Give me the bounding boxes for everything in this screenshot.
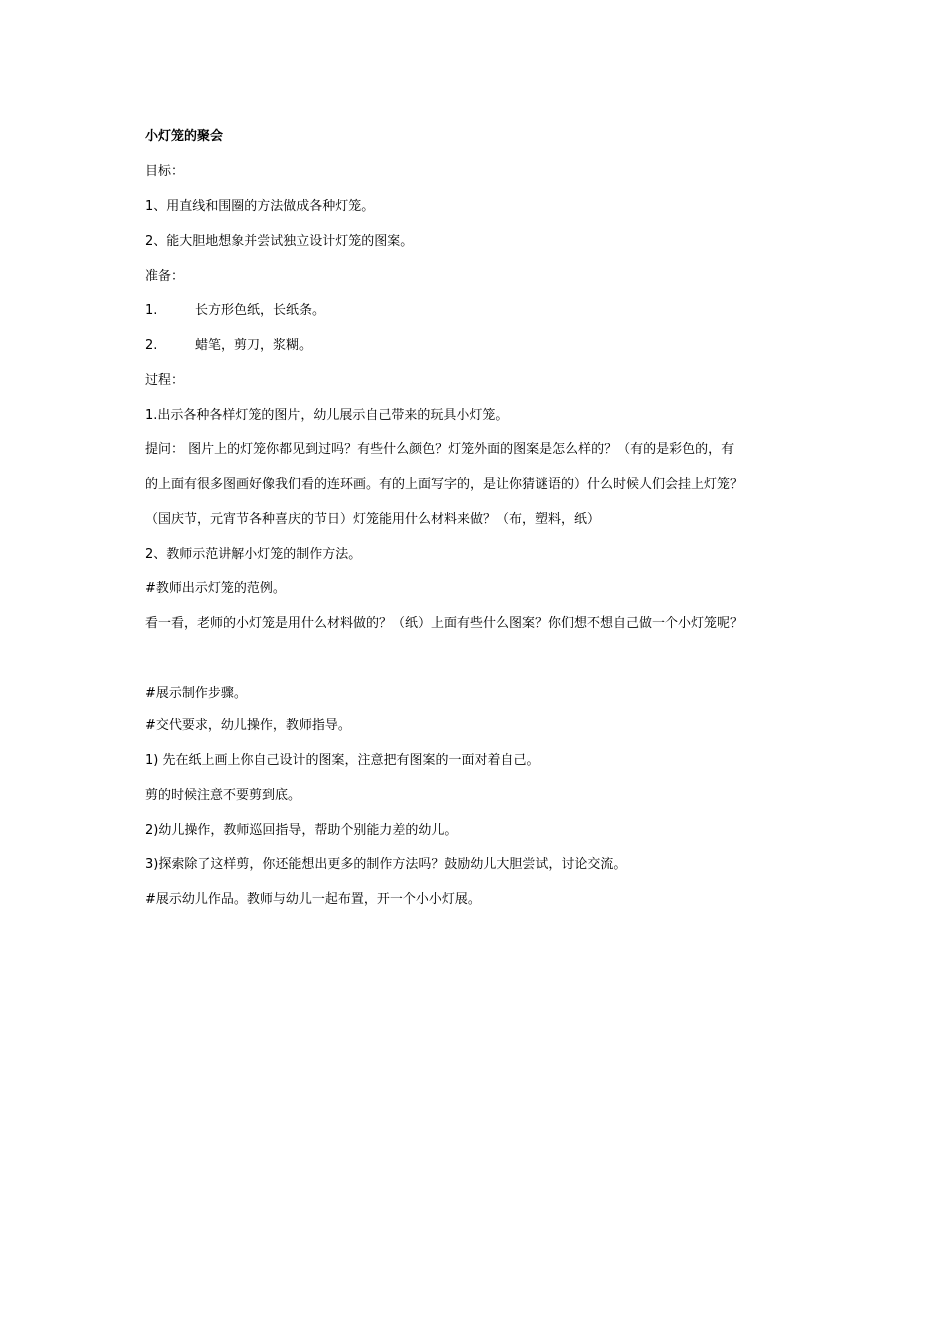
goal-item-2: 2、能大胆地想象并尝试独立设计灯笼的图案。 bbox=[145, 234, 414, 249]
goal-heading: 目标： bbox=[145, 164, 185, 179]
process-step-1: 1.出示各种各样灯笼的图片，幼儿展示自己带来的玩具小灯笼。 bbox=[145, 408, 509, 423]
goal-item-1: 1、用直线和围圈的方法做成各种灯笼。 bbox=[145, 199, 375, 214]
process-heading: 过程： bbox=[145, 373, 185, 388]
question-line-2: 的上面有很多图画好像我们看的连环画。有的上面写字的，是让你猜谜语的）什么时候人们会挂上灯笼？ bbox=[145, 477, 744, 492]
prep-item-2 bbox=[145, 337, 825, 355]
show-steps-note: #展示制作步骤。 bbox=[145, 686, 247, 701]
example-note: #教师出示灯笼的范例。 bbox=[145, 581, 286, 596]
document-title: 小灯笼的聚会 bbox=[145, 129, 224, 144]
prep-item-number: 1. bbox=[145, 303, 158, 318]
exhibit-note: #展示幼儿作品。教师与幼儿一起布置，开一个小小灯展。 bbox=[145, 892, 481, 907]
look-question: 看一看，老师的小灯笼是用什么材料做的？（纸）上面有些什么图案？你们想不想自己做一个小灯笼呢？ bbox=[145, 616, 744, 631]
question-line-3: （国庆节，元宵节各种喜庆的节日）灯笼能用什么材料来做？（布，塑料，纸） bbox=[145, 512, 601, 527]
requirements-note: #交代要求，幼儿操作，教师指导。 bbox=[145, 718, 351, 733]
process-step-2: 2、教师示范讲解小灯笼的制作方法。 bbox=[145, 547, 362, 562]
prep-item-number: 2. bbox=[145, 338, 158, 353]
sub-step-2: 2)幼儿操作，教师巡回指导，帮助个别能力差的幼儿。 bbox=[145, 823, 458, 838]
sub-step-3: 3)探索除了这样剪，你还能想出更多的制作方法吗？鼓励幼儿大胆尝试，讨论交流。 bbox=[145, 857, 627, 872]
prep-heading: 准备： bbox=[145, 269, 185, 284]
cut-note: 剪的时候注意不要剪到底。 bbox=[145, 788, 302, 803]
prep-item-1 bbox=[145, 302, 825, 320]
question-line-1: 提问： 图片上的灯笼你都见到过吗？有些什么颜色？灯笼外面的图案是怎么样的？（有的是彩色的，有 bbox=[145, 442, 735, 457]
sub-step-1: 1) 先在纸上画上你自己设计的图案，注意把有图案的一面对着自己。 bbox=[145, 753, 540, 768]
prep-item-text: 长方形色纸，长纸条。 bbox=[195, 303, 326, 318]
prep-item-text: 蜡笔，剪刀，浆糊。 bbox=[195, 338, 313, 353]
